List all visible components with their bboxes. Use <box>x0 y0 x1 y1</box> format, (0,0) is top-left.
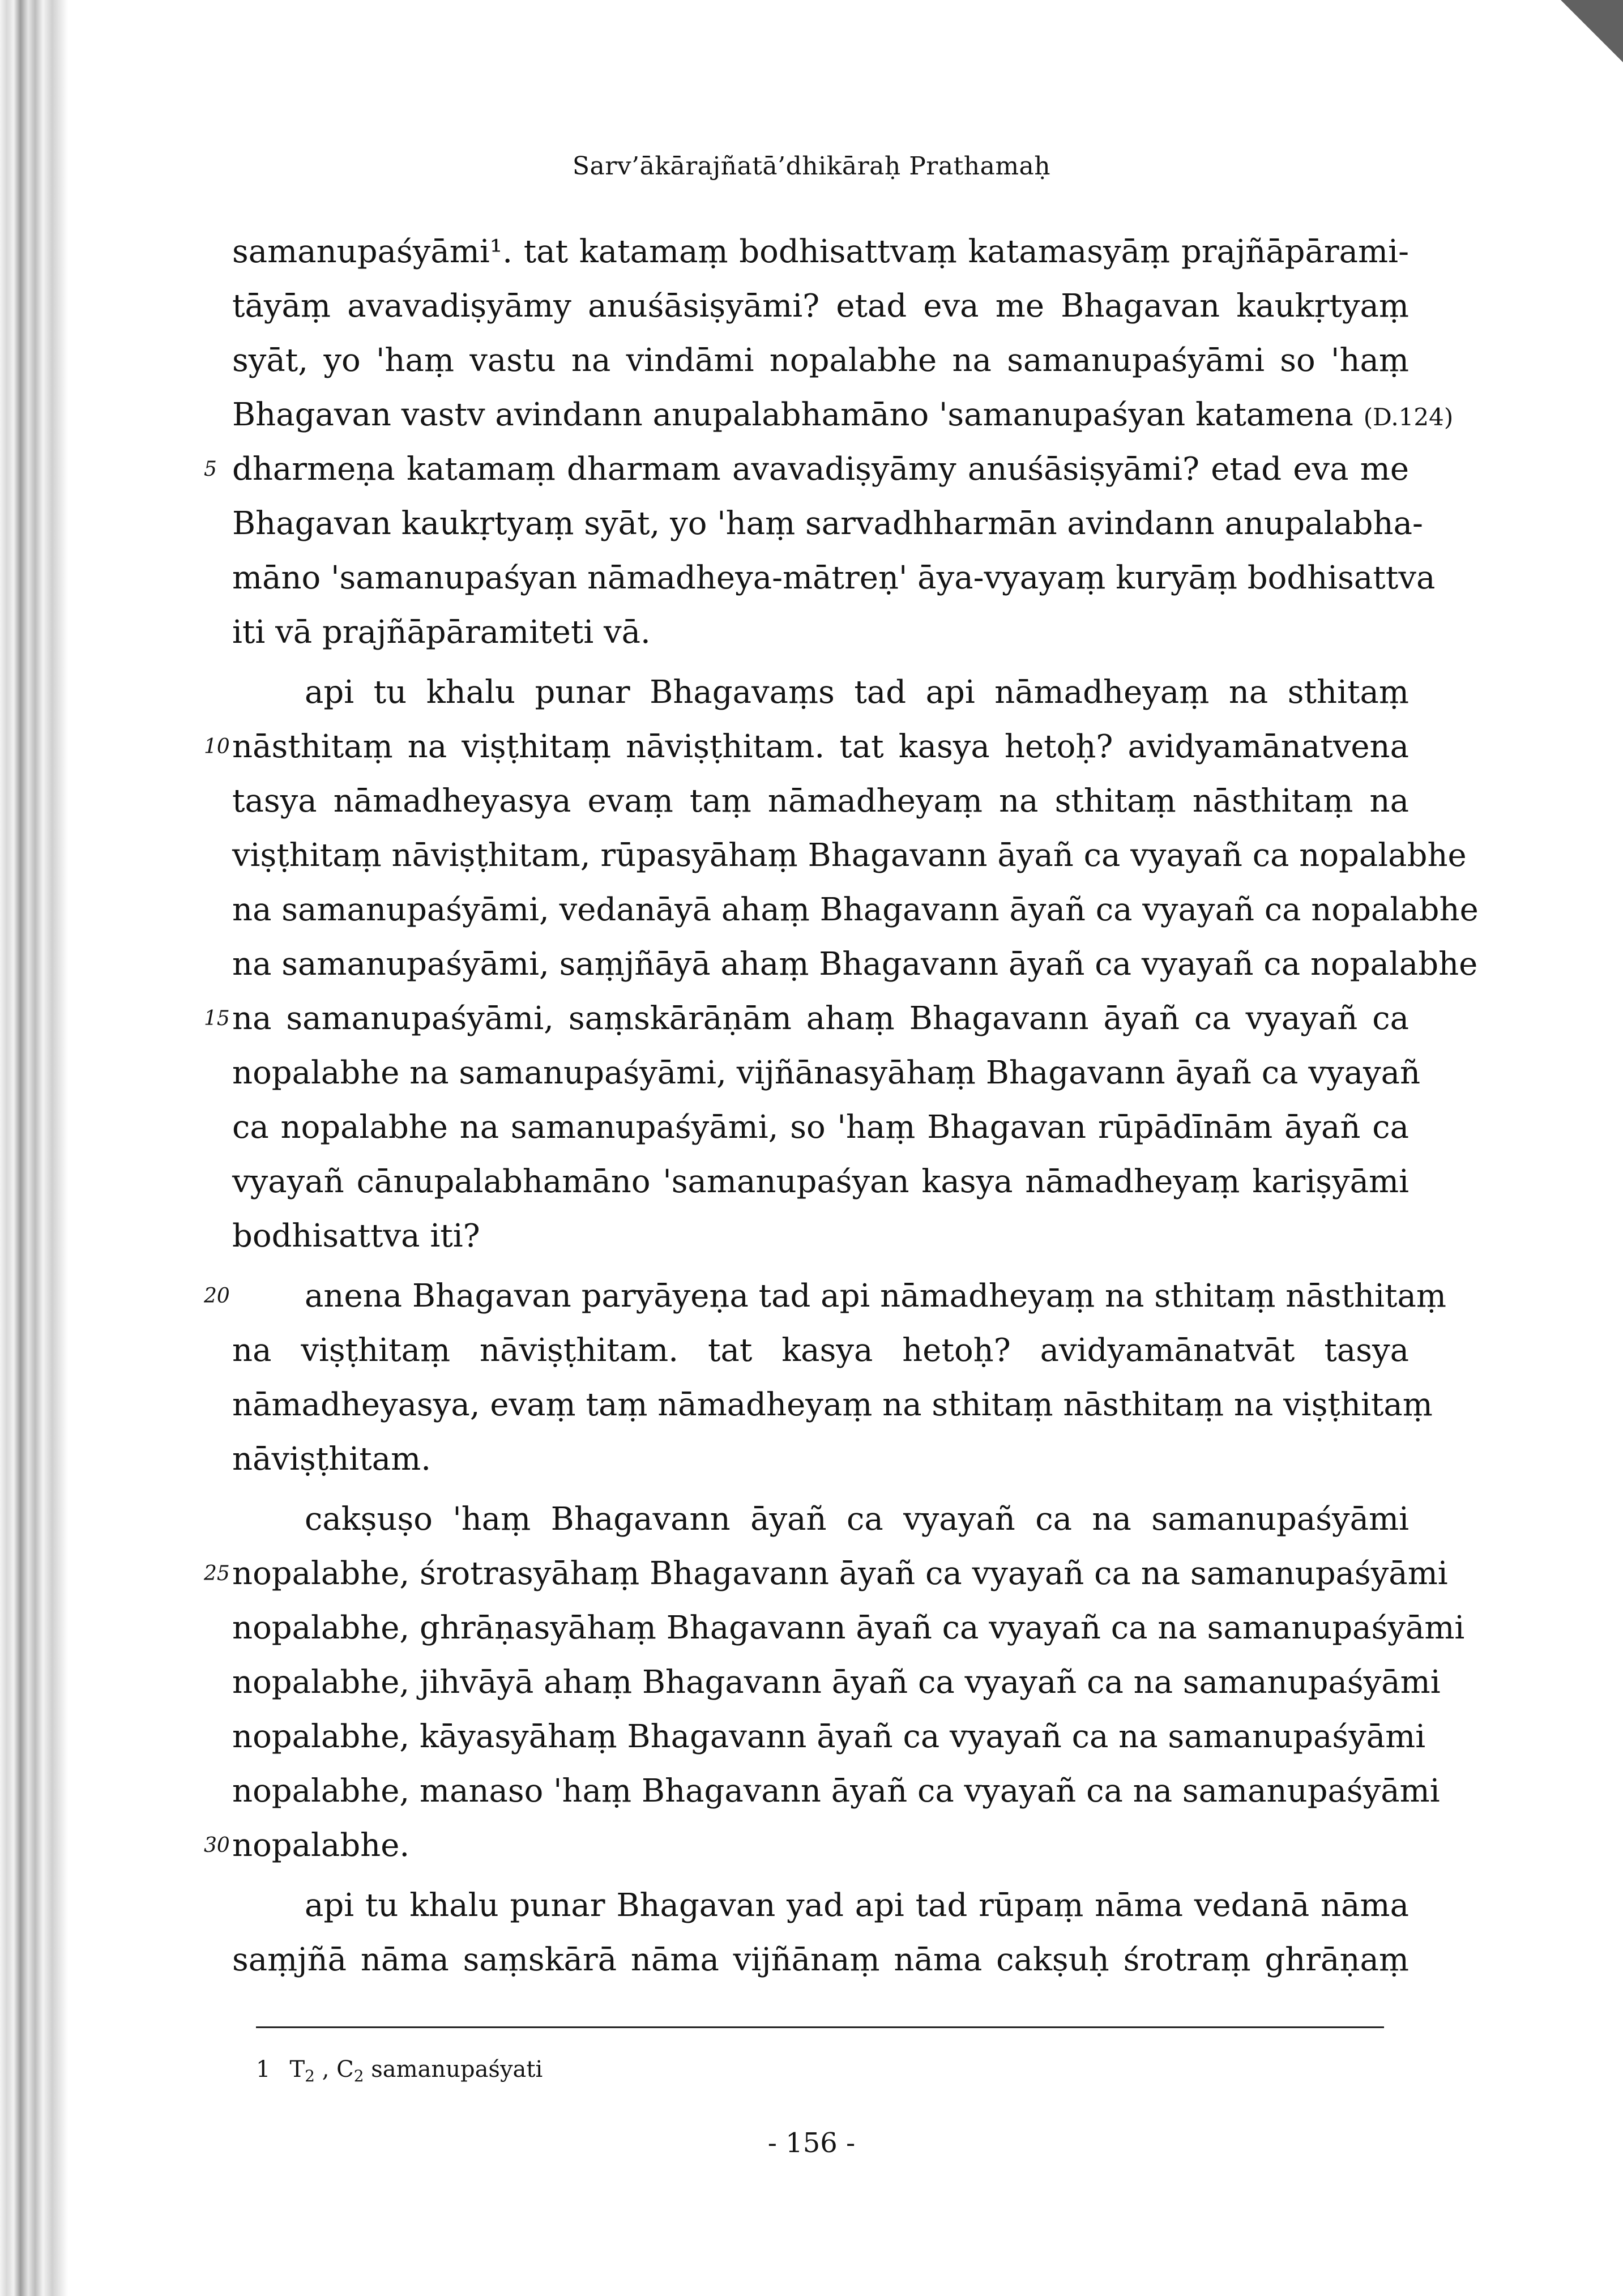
text-line-14: na samanupaśyāmi, saṃjñāyā ahaṃ Bhagavann āyañ ca vyayañ ca nopalabhe <box>232 946 1478 983</box>
text-line-25: nopalabhe, śrotrasyāhaṃ Bhagavann āyañ ca vyayañ ca na samanupaśyāmi <box>232 1555 1448 1592</box>
text-line-2: tāyāṃ avavadiṣyāmy anuśāsiṣyāmi? etad eva me Bhagavan kaukṛtyaṃ <box>232 288 1409 325</box>
text-line-10: nāsthitaṃ na viṣṭhitaṃ nāviṣṭhitam. tat kasya hetoḥ? avidyamānatvena <box>232 728 1409 765</box>
text-line-21: na viṣṭhitaṃ nāviṣṭhitam. tat kasya hetoḥ? avidyamānatvāt tasya <box>232 1332 1409 1369</box>
text-line-13: na samanupaśyāmi, vedanāyā ahaṃ Bhagavann āyañ ca vyayañ ca nopalabhe <box>232 891 1479 928</box>
text-line-32: saṃjñā nāma saṃskārā nāma vijñānaṃ nāma cakṣuḥ śrotraṃ ghrāṇaṃ <box>232 1941 1409 1978</box>
text-line-9: api tu khalu punar Bhagavaṃs tad api nāmadheyaṃ na sthitaṃ <box>305 674 1409 711</box>
text-line-22: nāmadheyasya, evaṃ taṃ nāmadheyaṃ na sthitaṃ nāsthitaṃ na viṣṭhitaṃ <box>232 1386 1433 1423</box>
text-line-3: syāt, yo 'haṃ vastu na vindāmi nopalabhe na samanupaśyāmi so 'haṃ <box>232 342 1409 379</box>
text-line-4-words: Bhagavan vastv avindann anupalabhamāno 'samanupaśyan katamena <box>232 396 1353 433</box>
text-line-12: viṣṭhitaṃ nāviṣṭhitam, rūpasyāhaṃ Bhagavann āyañ ca vyayañ ca nopalabhe <box>232 837 1467 874</box>
line-number-25: 25 <box>204 1562 230 1585</box>
text-line-19: bodhisattva iti? <box>232 1218 480 1254</box>
text-line-27: nopalabhe, jihvāyā ahaṃ Bhagavann āyañ ca vyayañ ca na samanupaśyāmi <box>232 1664 1441 1701</box>
footnote-separator: , <box>322 2056 330 2082</box>
text-line-15: na samanupaśyāmi, saṃskārāṇām ahaṃ Bhagavann āyañ ca vyayañ ca <box>232 1000 1409 1037</box>
line-number-10: 10 <box>204 735 230 758</box>
text-line-5: dharmeṇa katamaṃ dharmam avavadiṣyāmy anuśāsiṣyāmi? etad eva me <box>232 451 1409 488</box>
footnote-witness-2-subscript: 2 <box>353 2067 364 2085</box>
footnote-witness-1-subscript: 2 <box>305 2067 315 2085</box>
text-line-29: nopalabhe, manaso 'haṃ Bhagavann āyañ ca vyayañ ca na samanupaśyāmi <box>232 1773 1440 1810</box>
line-number-5: 5 <box>204 458 217 481</box>
text-line-6: Bhagavan kaukṛtyaṃ syāt, yo 'haṃ sarvadhharmān avindann anupalabha- <box>232 505 1423 542</box>
page-number: - 156 - <box>767 2127 856 2159</box>
text-line-4 <box>232 396 1454 434</box>
running-head: Sarv’ākārajñatā’dhikāraḥ Prathamaḥ <box>572 152 1051 181</box>
scan-binding-edge <box>0 0 68 2296</box>
text-line-16: nopalabhe na samanupaśyāmi, vijñānasyāhaṃ Bhagavann āyañ ca vyayañ <box>232 1055 1421 1091</box>
footnote-witness-2: C <box>336 2056 354 2082</box>
footnote-reading: samanupaśyati <box>371 2056 543 2082</box>
footnote-number: 1 <box>256 2056 271 2082</box>
line-number-15: 15 <box>204 1007 230 1030</box>
text-line-1: samanupaśyāmi¹. tat katamaṃ bodhisattvaṃ katamasyāṃ prajñāpārami- <box>232 233 1409 270</box>
text-line-23: nāviṣṭhitam. <box>232 1441 432 1478</box>
text-line-24: cakṣuṣo 'haṃ Bhagavann āyañ ca vyayañ ca na samanupaśyāmi <box>305 1501 1409 1538</box>
footnote <box>256 2054 543 2092</box>
text-line-26: nopalabhe, ghrāṇasyāhaṃ Bhagavann āyañ ca vyayañ ca na samanupaśyāmi <box>232 1610 1465 1646</box>
line-number-30: 30 <box>204 1834 230 1857</box>
text-line-31: api tu khalu punar Bhagavan yad api tad rūpaṃ nāma vedanā nāma <box>305 1887 1409 1924</box>
text-line-30: nopalabhe. <box>232 1827 410 1864</box>
text-line-20: anena Bhagavan paryāyeṇa tad api nāmadheyaṃ na sthitaṃ nāsthitaṃ <box>305 1278 1446 1315</box>
text-line-7: māno 'samanupaśyan nāmadheya-mātreṇ' āya-vyayaṃ kuryāṃ bodhisattva <box>232 560 1436 596</box>
derge-page-ref: (D.124) <box>1363 403 1454 431</box>
text-line-18: vyayañ cānupalabhamāno 'samanupaśyan kasya nāmadheyaṃ kariṣyāmi <box>232 1163 1409 1200</box>
text-line-11: tasya nāmadheyasya evaṃ taṃ nāmadheyaṃ na sthitaṃ nāsthitaṃ na <box>232 783 1409 820</box>
text-line-8: iti vā prajñāpāramiteti vā. <box>232 614 651 651</box>
footnote-rule <box>256 2026 1384 2028</box>
text-line-17: ca nopalabhe na samanupaśyāmi, so 'haṃ Bhagavan rūpādīnām āyañ ca <box>232 1109 1409 1146</box>
line-number-20: 20 <box>204 1284 230 1308</box>
text-line-28: nopalabhe, kāyasyāhaṃ Bhagavann āyañ ca vyayañ ca na samanupaśyāmi <box>232 1718 1426 1755</box>
scan-corner-mark <box>1561 0 1623 62</box>
footnote-witness-1: T <box>289 2056 305 2082</box>
